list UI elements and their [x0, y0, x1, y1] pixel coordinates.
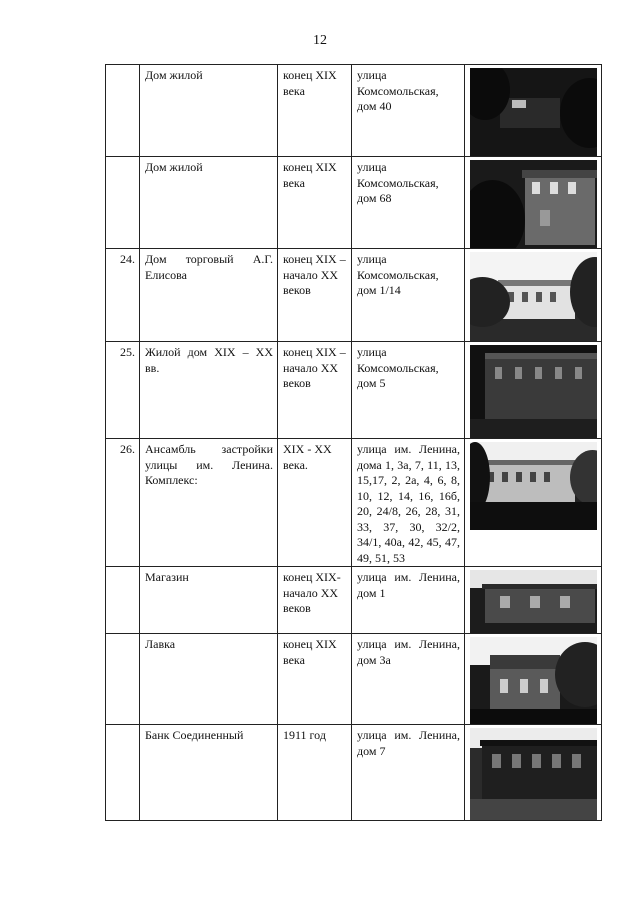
object-address: улица Комсомольская, дом 68 — [352, 157, 465, 249]
photo-cell — [465, 65, 602, 157]
row-number — [106, 567, 140, 634]
photo-cell — [465, 725, 602, 821]
object-date: конец XIX века — [278, 634, 352, 725]
object-date: конец XIX – начало XX веков — [278, 249, 352, 342]
object-date: 1911 год — [278, 725, 352, 821]
heritage-registry-table — [105, 64, 602, 821]
row-number — [106, 634, 140, 725]
row-number — [106, 725, 140, 821]
table-row — [106, 342, 602, 439]
object-address: улица Комсомольская, дом 5 — [352, 342, 465, 439]
object-address: улица Комсомольская, дом 40 — [352, 65, 465, 157]
photo-cell — [465, 567, 602, 634]
house-photo — [470, 345, 597, 438]
row-number — [106, 157, 140, 249]
row-number: 25. — [106, 342, 140, 439]
house-photo — [470, 68, 597, 156]
object-name: Дом жилой — [140, 157, 278, 249]
object-date: конец XIX – начало XX веков — [278, 342, 352, 439]
table-row — [106, 567, 602, 634]
object-address: улица Комсомольская, дом 1/14 — [352, 249, 465, 342]
object-address: улица им. Ленина, дома 1, 3а, 7, 11, 13, 15,17, 2, 2а, 4, 6, 8, 10, 12, 14, 16, 16б, 20, 24/8, 26, 28, 31, 33, 37, 30, 32/2, 34/1, 40а, 42, 45, 47, 49, 51, 53 — [352, 439, 465, 567]
object-name: Дом торговый А.Г. Елисова — [140, 249, 278, 342]
object-date: конец XIX века — [278, 157, 352, 249]
photo-cell — [465, 634, 602, 725]
table-row — [106, 65, 602, 157]
object-date: конец XIX- начало XX веков — [278, 567, 352, 634]
row-number: 26. — [106, 439, 140, 567]
object-date: конец XIX века — [278, 65, 352, 157]
object-address: улица им. Ленина, дом 1 — [352, 567, 465, 634]
object-name: Дом жилой — [140, 65, 278, 157]
street-ensemble-photo — [470, 442, 597, 530]
row-number — [106, 65, 140, 157]
photo-cell — [465, 342, 602, 439]
table-row — [106, 157, 602, 249]
house-photo — [470, 160, 597, 248]
page-number: 12 — [313, 33, 327, 48]
row-number: 24. — [106, 249, 140, 342]
photo-cell — [465, 249, 602, 342]
object-name: Банк Соединенный — [140, 725, 278, 821]
object-address: улица им. Ленина, дом 7 — [352, 725, 465, 821]
photo-cell — [465, 439, 602, 567]
table-row — [106, 634, 602, 725]
object-name: Магазин — [140, 567, 278, 634]
object-name: Жилой дом XIX – XX вв. — [140, 342, 278, 439]
merchant-house-photo — [470, 252, 597, 341]
table-row — [106, 249, 602, 342]
photo-cell — [465, 157, 602, 249]
table-row — [106, 439, 602, 567]
object-name: Ансамбль застройки улицы им. Ленина. Комплекс: — [140, 439, 278, 567]
object-name: Лавка — [140, 634, 278, 725]
table-row — [106, 725, 602, 821]
object-date: XIX - XX века. — [278, 439, 352, 567]
object-address: улица им. Ленина, дом 3а — [352, 634, 465, 725]
shop-photo — [470, 570, 597, 633]
shop-photo — [470, 637, 597, 724]
bank-photo — [470, 728, 597, 820]
